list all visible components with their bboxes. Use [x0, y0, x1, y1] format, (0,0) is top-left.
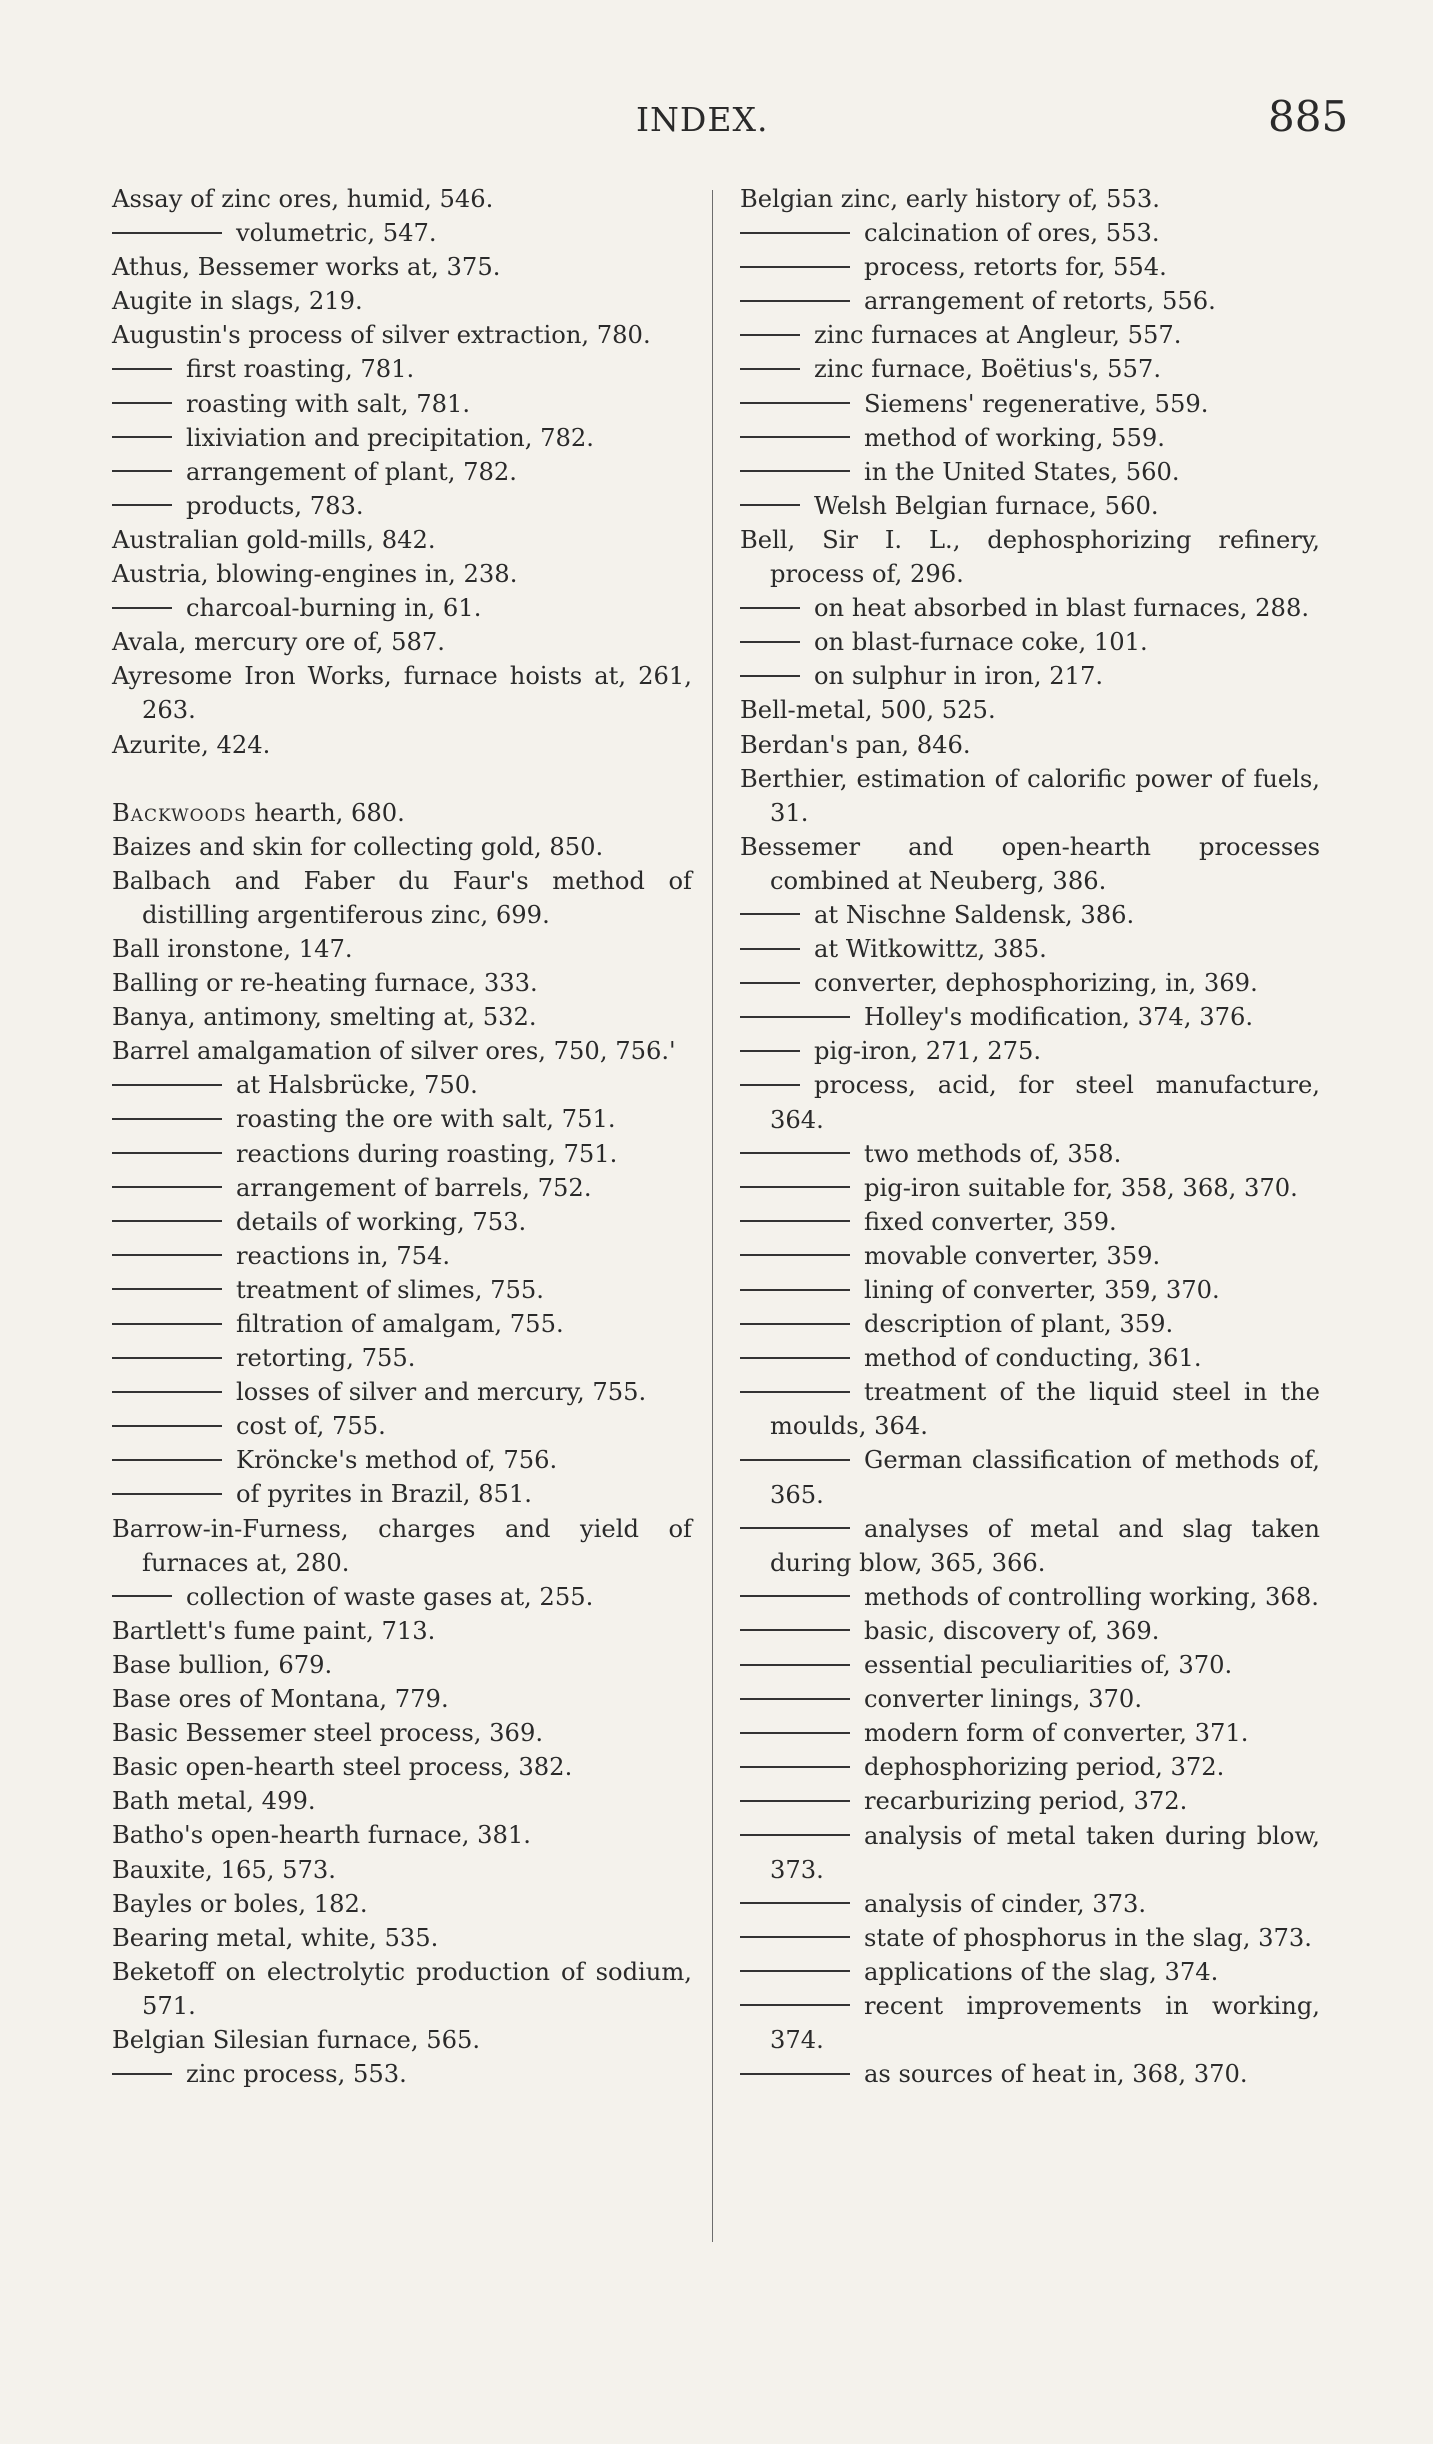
index-entry — [740, 523, 1320, 591]
index-entry-text: first roasting, 781. — [186, 355, 415, 384]
index-entry — [112, 455, 692, 489]
index-entry-text: Balling or re-heating furnace, 333. — [112, 969, 538, 998]
index-entry-text: Balbach and Faber du Faur's method of distilling argentiferous zinc, 699. — [112, 866, 692, 929]
ditto-dash — [740, 470, 850, 472]
index-entry — [112, 1205, 692, 1239]
ditto-dash — [740, 368, 800, 370]
ditto-dash — [740, 641, 800, 643]
ditto-dash — [112, 1425, 222, 1427]
ditto-dash — [112, 1186, 222, 1188]
index-entry — [740, 1580, 1320, 1614]
index-entry-text: Kröncke's method of, 756. — [236, 1446, 558, 1475]
index-entry-text: recarburizing period, 372. — [864, 1787, 1188, 1816]
index-entry — [740, 284, 1320, 318]
index-entry-text: treatment of the liquid steel in the moulds, 364. — [770, 1378, 1320, 1441]
index-entry — [112, 1580, 692, 1614]
index-entry-text: collection of waste gases at, 255. — [186, 1582, 594, 1611]
index-entry — [740, 830, 1320, 898]
index-entry-text: pig-iron, 271, 275. — [814, 1037, 1042, 1066]
index-entry-text: state of phosphorus in the slag, 373. — [864, 1923, 1312, 1952]
index-entry-text: Ayresome Iron Works, furnace hoists at, 261, 263. — [112, 662, 692, 725]
index-entry — [112, 625, 692, 659]
ditto-dash — [740, 1016, 850, 1018]
ditto-dash — [740, 675, 800, 677]
index-entry-text: Avala, mercury ore of, 587. — [112, 628, 445, 657]
ditto-dash — [112, 1288, 222, 1290]
ditto-dash — [740, 1323, 850, 1325]
index-entry — [740, 1648, 1320, 1682]
index-entry — [740, 1989, 1320, 2057]
index-entry — [740, 1750, 1320, 1784]
page-header — [0, 92, 1433, 152]
ditto-dash — [740, 266, 850, 268]
index-entry-text: basic, discovery of, 369. — [864, 1616, 1160, 1645]
index-entry — [112, 1102, 692, 1136]
index-entry — [112, 966, 692, 1000]
index-entry-text: volumetric, 547. — [236, 219, 437, 248]
index-entry — [740, 387, 1320, 421]
index-entry-text: Augite in slags, 219. — [112, 287, 363, 316]
ditto-dash — [112, 1391, 222, 1393]
index-entry — [740, 1205, 1320, 1239]
index-entry — [112, 284, 692, 318]
index-entry — [112, 1784, 692, 1818]
index-entry — [112, 659, 692, 727]
index-entry — [740, 182, 1320, 216]
index-entry — [740, 625, 1320, 659]
ditto-dash — [112, 232, 222, 234]
ditto-dash — [740, 334, 800, 336]
index-entry — [740, 762, 1320, 830]
index-entry — [740, 1341, 1320, 1375]
index-entry-text: process, retorts for, 554. — [864, 253, 1167, 282]
ditto-dash — [740, 1732, 850, 1734]
ditto-dash — [112, 2073, 172, 2075]
index-entry-text: lixiviation and precipitation, 782. — [186, 423, 594, 452]
index-entry — [112, 1137, 692, 1171]
index-entry-text: converter, dephosphorizing, in, 369. — [814, 969, 1258, 998]
index-entry — [740, 1955, 1320, 1989]
index-entry — [740, 1784, 1320, 1818]
index-entry — [112, 318, 692, 352]
index-entry-text: Australian gold-mills, 842. — [112, 525, 436, 554]
index-entry-text: Bessemer and open-hearth processes combined at Neuberg, 386. — [740, 832, 1320, 895]
index-entry-text: as sources of heat in, 368, 370. — [864, 2060, 1248, 2089]
ditto-dash — [112, 470, 172, 472]
index-entry-text: analysis of metal taken during blow, 373. — [770, 1821, 1320, 1884]
ditto-dash — [740, 232, 850, 234]
ditto-dash — [740, 1834, 850, 1836]
index-entry-text: two methods of, 358. — [864, 1139, 1122, 1168]
index-entry — [740, 250, 1320, 284]
page-number: 885 — [1268, 92, 1349, 141]
index-entry-text: Holley's modification, 374, 376. — [864, 1003, 1254, 1032]
index-entry-text: Base ores of Montana, 779. — [112, 1685, 449, 1714]
index-entry — [112, 1716, 692, 1750]
index-entry-text: treatment of slimes, 755. — [236, 1275, 544, 1304]
index-entry — [740, 318, 1320, 352]
index-entry-text: Bartlett's fume paint, 713. — [112, 1616, 436, 1645]
ditto-dash — [740, 1152, 850, 1154]
index-entry-text: essential peculiarities of, 370. — [864, 1651, 1233, 1680]
ditto-dash — [112, 368, 172, 370]
ditto-dash — [112, 1254, 222, 1256]
ditto-dash — [740, 1050, 800, 1052]
index-entry — [740, 1239, 1320, 1273]
ditto-dash — [740, 1357, 850, 1359]
index-entry-text: arrangement of barrels, 752. — [236, 1173, 592, 1202]
index-entry-text: process, acid, for steel manufacture, 364. — [770, 1071, 1320, 1134]
index-entry-text: Welsh Belgian furnace, 560. — [814, 491, 1159, 520]
ditto-dash — [112, 1459, 222, 1461]
ditto-dash — [112, 1357, 222, 1359]
index-entry — [740, 1273, 1320, 1307]
ditto-dash — [740, 1800, 850, 1802]
index-entry — [112, 1648, 692, 1682]
index-entry-text: of pyrites in Brazil, 851. — [236, 1480, 532, 1509]
ditto-dash — [740, 1220, 850, 1222]
ditto-dash — [740, 1698, 850, 1700]
index-entry — [112, 1750, 692, 1784]
index-entry-text: methods of controlling working, 368. — [864, 1582, 1319, 1611]
index-entry-text: Bell-metal, 500, 525. — [740, 696, 996, 725]
index-entry — [112, 1955, 692, 2023]
index-entry — [740, 1443, 1320, 1511]
index-entry-text: Beketoff on electrolytic production of sodium, 571. — [112, 1957, 692, 2020]
index-entry — [740, 693, 1320, 727]
index-entry — [740, 1171, 1320, 1205]
index-entry-text: Azurite, 424. — [112, 730, 271, 759]
index-entry-text: Bath metal, 499. — [112, 1787, 316, 1816]
index-entry — [112, 523, 692, 557]
index-entry-text: Athus, Bessemer works at, 375. — [112, 253, 501, 282]
index-entry-text: losses of silver and mercury, 755. — [236, 1378, 647, 1407]
index-section-gap — [112, 762, 692, 796]
index-entry-text: reactions in, 754. — [236, 1241, 451, 1270]
index-entry — [112, 1034, 692, 1068]
index-entry-text: Austria, blowing-engines in, 238. — [112, 560, 518, 589]
index-entry — [740, 2057, 1320, 2091]
index-entry-text: Bauxite, 165, 573. — [112, 1855, 336, 1884]
ditto-dash — [740, 1527, 850, 1529]
index-entry-text: converter linings, 370. — [864, 1685, 1143, 1714]
ditto-dash — [112, 436, 172, 438]
index-entry-text: pig-iron suitable for, 358, 368, 370. — [864, 1173, 1298, 1202]
index-entry — [112, 591, 692, 625]
ditto-dash — [740, 504, 800, 506]
index-entry — [740, 1375, 1320, 1443]
ditto-dash — [740, 2004, 850, 2006]
ditto-dash — [112, 1118, 222, 1120]
ditto-dash — [740, 913, 800, 915]
index-entry-text: description of plant, 359. — [864, 1310, 1174, 1339]
index-entry-text: Bell, Sir I. L., dephosphorizing refinery, process of, 296. — [740, 525, 1320, 589]
index-entry — [112, 1068, 692, 1102]
ditto-dash — [112, 1220, 222, 1222]
index-entry-text: in the United States, 560. — [864, 457, 1180, 486]
ditto-dash — [740, 1391, 850, 1393]
index-entry — [740, 591, 1320, 625]
ditto-dash — [740, 1595, 850, 1597]
index-entry — [740, 1614, 1320, 1648]
column-divider — [712, 190, 713, 2242]
index-entry — [740, 1068, 1320, 1136]
index-entry — [112, 2023, 692, 2057]
index-entry — [112, 830, 692, 864]
index-entry-text: Batho's open-hearth furnace, 381. — [112, 1821, 531, 1850]
index-entry-text: Bearing metal, white, 535. — [112, 1923, 439, 1952]
index-entry — [740, 728, 1320, 762]
index-entry-text: roasting the ore with salt, 751. — [236, 1105, 616, 1134]
index-entry-text: charcoal-burning in, 61. — [186, 594, 482, 623]
index-entry — [112, 1443, 692, 1477]
index-entry — [112, 1614, 692, 1648]
ditto-dash — [740, 1902, 850, 1904]
index-entry-text: zinc furnace, Boëtius's, 557. — [814, 355, 1162, 384]
index-entry-text: method of conducting, 361. — [864, 1344, 1202, 1373]
index-entry — [740, 1716, 1320, 1750]
index-entry — [112, 250, 692, 284]
running-title: INDEX. — [636, 100, 769, 139]
ditto-dash — [740, 436, 850, 438]
index-entry-text: arrangement of plant, 782. — [186, 457, 517, 486]
index-entry-text: applications of the slag, 374. — [864, 1957, 1219, 1986]
index-entry-text: Basic Bessemer steel process, 369. — [112, 1719, 544, 1748]
index-entry-text: Augustin's process of silver extraction, 780. — [112, 321, 651, 350]
index-entry — [112, 1273, 692, 1307]
index-entry-text: at Halsbrücke, 750. — [236, 1071, 478, 1100]
index-entry-text: details of working, 753. — [236, 1207, 527, 1236]
index-entry — [740, 1682, 1320, 1716]
index-entry-text: calcination of ores, 553. — [864, 219, 1160, 248]
index-entry-text: retorting, 755. — [236, 1344, 416, 1373]
index-entry — [112, 1000, 692, 1034]
index-entry — [112, 796, 692, 830]
index-entry — [112, 1239, 692, 1273]
index-entry — [740, 1137, 1320, 1171]
ditto-dash — [740, 1970, 850, 1972]
index-entry — [112, 1375, 692, 1409]
index-entry — [112, 2057, 692, 2091]
ditto-dash — [740, 948, 800, 950]
index-entry — [740, 1307, 1320, 1341]
index-entry — [112, 1853, 692, 1887]
ditto-dash — [112, 402, 172, 404]
index-entry-text: Belgian zinc, early history of, 553. — [740, 185, 1160, 213]
index-entry — [740, 455, 1320, 489]
ditto-dash — [740, 1766, 850, 1768]
index-entry-text: filtration of amalgam, 755. — [236, 1310, 564, 1338]
ditto-dash — [740, 1459, 850, 1461]
ditto-dash — [112, 1152, 222, 1154]
index-entry-text: arrangement of retorts, 556. — [864, 287, 1216, 316]
index-entry — [112, 1341, 692, 1375]
ditto-dash — [740, 1936, 850, 1938]
index-entry-text: Barrow-in-Furness, charges and yield of furnaces at, 280. — [112, 1514, 692, 1577]
index-entry — [112, 1477, 692, 1511]
index-entry — [740, 421, 1320, 455]
ditto-dash — [740, 1254, 850, 1256]
index-entry — [740, 1000, 1320, 1034]
index-entry-text: method of working, 559. — [864, 423, 1165, 452]
index-entry-text: Assay of zinc ores, humid, 546. — [112, 185, 494, 213]
ditto-dash — [740, 402, 850, 404]
index-entry — [112, 216, 692, 250]
index-entry-text: German classification of methods of, 365. — [770, 1446, 1320, 1509]
index-entry-text: analysis of cinder, 373. — [864, 1889, 1147, 1918]
index-heading-smallcaps: Backwoods — [112, 798, 247, 827]
index-entry — [740, 1034, 1320, 1068]
index-entry — [112, 387, 692, 421]
index-entry — [740, 352, 1320, 386]
index-entry — [112, 557, 692, 591]
index-entry-text: dephosphorizing period, 372. — [864, 1753, 1225, 1782]
index-entry-text: modern form of converter, 371. — [864, 1719, 1249, 1748]
ditto-dash — [740, 1186, 850, 1188]
index-column-right — [740, 182, 1320, 2091]
ditto-dash — [112, 504, 172, 506]
index-entry-text: roasting with salt, 781. — [186, 389, 471, 418]
ditto-dash — [740, 2073, 850, 2075]
index-entry — [112, 489, 692, 523]
index-entry — [112, 932, 692, 966]
index-entry — [740, 216, 1320, 250]
index-entry — [740, 1512, 1320, 1580]
index-entry-text: fixed converter, 359. — [864, 1207, 1117, 1236]
index-entry — [740, 932, 1320, 966]
index-entry-text: cost of, 755. — [236, 1412, 386, 1441]
index-entry-text: recent improvements in working, 374. — [770, 1991, 1320, 2055]
index-entry — [740, 898, 1320, 932]
index-column-left — [112, 182, 692, 2091]
index-entry-text: analyses of metal and slag taken during blow, 365, 366. — [770, 1514, 1320, 1577]
ditto-dash — [740, 1629, 850, 1631]
index-entry-text: Base bullion, 679. — [112, 1650, 333, 1679]
ditto-dash — [112, 1493, 222, 1495]
index-entry — [740, 1921, 1320, 1955]
index-entry — [112, 1409, 692, 1443]
index-entry — [740, 1819, 1320, 1887]
index-entry — [112, 421, 692, 455]
ditto-dash — [112, 1084, 222, 1086]
index-entry-text: Baizes and skin for collecting gold, 850. — [112, 832, 604, 861]
ditto-dash — [112, 607, 172, 609]
index-entry-text: reactions during roasting, 751. — [236, 1139, 618, 1168]
index-entry-text: Basic open-hearth steel process, 382. — [112, 1753, 573, 1782]
index-entry-text: zinc process, 553. — [186, 2060, 407, 2089]
ditto-dash — [740, 982, 800, 984]
index-entry — [740, 489, 1320, 523]
index-entry — [740, 1887, 1320, 1921]
index-entry-text: on sulphur in iron, 217. — [814, 662, 1104, 691]
index-entry — [740, 659, 1320, 693]
index-entry — [112, 728, 692, 762]
index-entry-text: Ball ironstone, 147. — [112, 934, 353, 963]
index-entry — [112, 1818, 692, 1852]
index-entry-text: movable converter, 359. — [864, 1241, 1161, 1270]
ditto-dash — [740, 1084, 800, 1086]
index-entry — [112, 182, 692, 216]
ditto-dash — [740, 1289, 850, 1291]
index-entry-text: lining of converter, 359, 370. — [864, 1276, 1220, 1304]
index-entry — [740, 966, 1320, 1000]
index-entry-text: Barrel amalgamation of silver ores, 750, 756.' — [112, 1037, 676, 1066]
index-entry-text: on heat absorbed in blast furnaces, 288. — [814, 594, 1310, 623]
index-entry — [112, 1682, 692, 1716]
index-entry-text: Berthier, estimation of calorific power of fuels, 31. — [740, 764, 1320, 827]
index-entry-text: at Witkowittz, 385. — [814, 935, 1047, 964]
index-entry — [112, 1921, 692, 1955]
index-entry-text: Berdan's pan, 846. — [740, 730, 971, 759]
index-entry — [112, 1512, 692, 1580]
ditto-dash — [112, 1323, 222, 1325]
index-entry-text: Bayles or boles, 182. — [112, 1889, 368, 1918]
index-entry-text: on blast-furnace coke, 101. — [814, 628, 1148, 657]
index-entry — [112, 864, 692, 932]
index-entry-text: hearth, 680. — [246, 798, 405, 827]
index-entry-text: at Nischne Saldensk, 386. — [814, 900, 1135, 929]
index-entry-text: products, 783. — [186, 491, 364, 520]
index-entry — [112, 1307, 692, 1341]
index-entry-text: Banya, antimony, smelting at, 532. — [112, 1003, 537, 1032]
index-entry — [112, 1887, 692, 1921]
ditto-dash — [112, 1595, 172, 1597]
ditto-dash — [740, 300, 850, 302]
ditto-dash — [740, 607, 800, 609]
ditto-dash — [740, 1664, 850, 1666]
index-entry-text: zinc furnaces at Angleur, 557. — [814, 321, 1182, 350]
index-entry — [112, 352, 692, 386]
index-entry-text: Belgian Silesian furnace, 565. — [112, 2025, 481, 2054]
index-entry — [112, 1171, 692, 1205]
index-entry-text: Siemens' regenerative, 559. — [864, 389, 1209, 418]
